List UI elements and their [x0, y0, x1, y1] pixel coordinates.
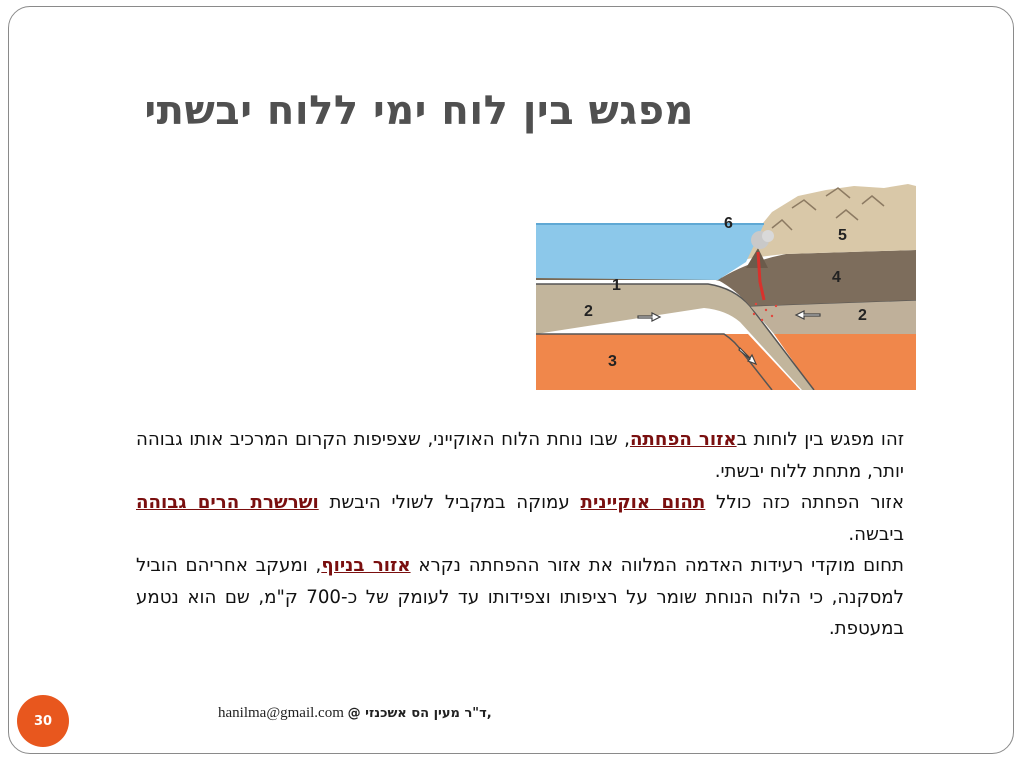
slide-footer: [218, 705, 492, 722]
term-benioff-zone: אזור בניוף: [321, 555, 411, 576]
continent-surface: [742, 184, 916, 260]
paragraph-subduction: זהו מפגש בין לוחות באזור הפחתה, שבו נוחת הלוח האוקייני, שצפיפות הקרום המרכיב אותו גבוהה יותר, מתחת ללוח יבשתי.: [136, 429, 905, 482]
page-number-badge: 30: [17, 695, 69, 747]
footer-author: @ ד"ר מעין הס אשכנזי,: [347, 706, 492, 721]
diagram-label-6: 6: [724, 215, 733, 232]
diagram-label-2-left: 2: [584, 303, 593, 320]
footer-email: hanilma@gmail.com: [218, 705, 344, 721]
diagram-label-3: 3: [608, 353, 617, 370]
term-oceanic-trench: תהום אוקיינית: [580, 492, 706, 513]
diagram-label-5: 5: [838, 227, 847, 244]
ash-cloud-2: [762, 230, 774, 242]
diagram-label-2-right: 2: [858, 307, 867, 324]
slide-title: מפגש בין לוח ימי ללוח יבשתי: [144, 88, 694, 134]
diagram-label-4: 4: [832, 269, 841, 286]
term-subduction-zone: אזור הפחתה: [629, 429, 737, 450]
paragraph-benioff: תחום מוקדי רעידות האדמה המלווה את אזור ההפחתה נקרא אזור בניוף, ומעקב אחריהם הוביל למסקנה, כי הלוח הנוחת שומר על רציפותו וצפידותו עד לעומק של כ-700 ק"מ, שם הוא נטמע במעטפת.: [136, 555, 904, 639]
paragraph-trench: אזור הפחתה כזה כולל תהום אוקיינית עמוקה במקביל לשולי היבשת ושרשרת הרים גבוהה ביבשה.: [136, 492, 905, 545]
ocean: [536, 224, 764, 280]
subduction-diagram: [536, 182, 916, 390]
term-mountain-range: ושרשרת הרים גבוהה: [136, 492, 319, 513]
diagram-label-1: 1: [612, 277, 621, 294]
slide-body: [136, 424, 904, 645]
